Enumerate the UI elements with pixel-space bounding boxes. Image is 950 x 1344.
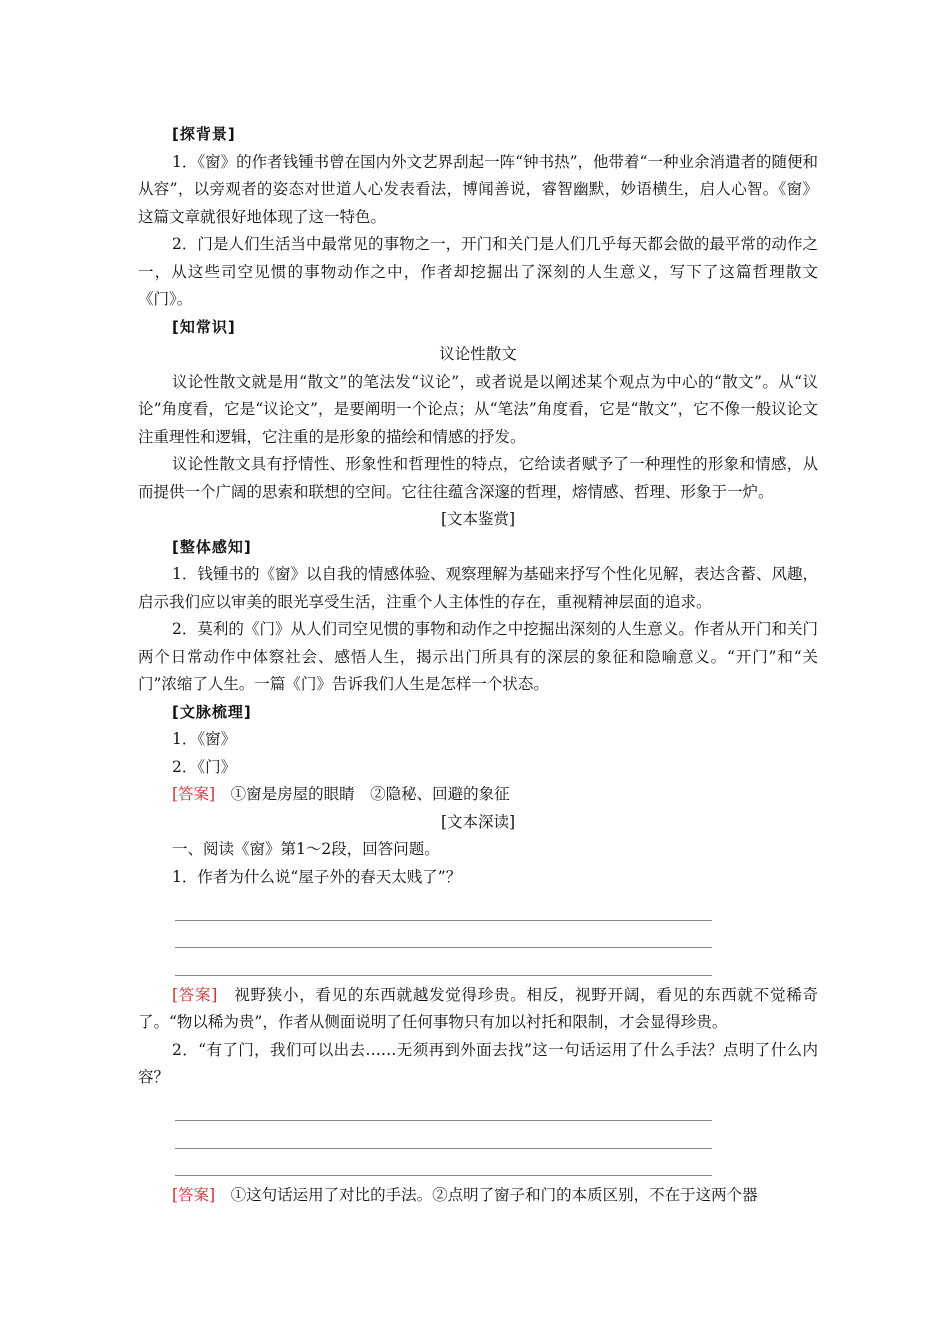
answer-1 [138,982,818,1037]
structure-item-1: 1．《窗》 [172,730,237,748]
background-paragraph-1: 1．《窗》的作者钱锺书曾在国内外文艺界刮起一阵“钟书热”，他带着“一种业余消遣者的随便和从容”，以旁观者的姿态对世道人心发表看法，博闻善说，睿智幽默，妙语横生，启人心智。《窗》这篇文章就很好地体现了这一特色。 [138,152,818,226]
answer-tag: [答案] [172,985,218,1004]
structure-item-2: 2．《门》 [172,757,237,776]
reading-intro: 一、阅读《窗》第1～2段，回答问题。 [172,840,440,858]
answer-tag: [答案] [172,1186,216,1204]
document-content [138,121,818,1210]
answer-line [175,948,712,976]
answer-line [175,1149,712,1177]
answer-2 [138,1182,818,1210]
answer-text: 视野狭小，看见的东西就越发觉得珍贵。相反，视野开阔，看见的东西就不觉稀奇了。“物以稀为贵”，作者从侧面说明了任何事物只有加以衬托和限制，才会显得珍贵。 [138,985,818,1031]
section-heading-overall: [整体感知] [172,537,252,556]
answer-lines-1 [138,893,818,976]
part-title-deep-reading: [文本深读] [440,812,516,831]
part-title-appreciation: [文本鉴赏] [440,510,516,528]
answer-lines-2 [138,1094,818,1177]
knowledge-paragraph-1: 议论性散文就是用“散文”的笔法发“议论”，或者说是以阐述某个观点为中心的“散文”。从“议论”角度看，它是“议论文”，是要阐明一个论点；从“笔法”角度看，它是“散文”，它不像一般议论文注重理性和逻辑，它注重的是形象的描绘和情感的抒发。 [138,372,818,446]
overall-paragraph-1: 1．钱锺书的《窗》以自我的情感体验、观察理解为基础来抒写个性化见解，表达含蓄、风趣，启示我们应以审美的眼光享受生活，注重个人主体性的存在，重视精神层面的追求。 [138,565,818,611]
question-1: 1．作者为什么说“屋子外的春天太贱了”？ [172,867,462,886]
answer-line [175,893,712,921]
overall-paragraph-2: 2．莫利的《门》从人们司空见惯的事物和动作之中挖掘出深刻的人生意义。作者从开门和关门两个日常动作中体察社会、感悟人生，揭示出门所具有的深层的象征和隐喻意义。“开门”和“关门”浓缩了人生。一篇《门》告诉我们人生是怎样一个状态。 [138,620,818,693]
knowledge-title: 议论性散文 [439,345,517,363]
structure-answer [138,781,818,809]
answer-line [175,921,712,949]
answer-tag: [答案] [172,785,216,803]
answer-line [175,1094,712,1122]
answer-text: ①窗是房屋的眼睛 ②隐秘、回避的象征 [230,785,510,803]
section-heading-structure: [文脉梳理] [172,702,252,721]
answer-text: ①这句话运用了对比的手法。②点明了窗子和门的本质区别，不在于这两个器 [230,1186,758,1204]
background-paragraph-2: 2．门是人们生活当中最常见的事物之一，开门和关门是人们几乎每天都会做的最平常的动作之一，从这些司空见惯的事物动作之中，作者却挖掘出了深刻的人生意义，写下了这篇哲理散文《门》。 [138,235,818,308]
question-2: 2．“有了门，我们可以出去……无须再到外面去找”这一句话运用了什么手法？点明了什么内容？ [138,1040,818,1086]
section-heading-knowledge: [知常识] [172,317,236,336]
knowledge-paragraph-2: 议论性散文具有抒情性、形象性和哲理性的特点，它给读者赋予了一种理性的形象和情感，从而提供一个广阔的思索和联想的空间。它往往蕴含深邃的哲理，熔情感、哲理、形象于一炉。 [138,455,818,501]
section-heading-background: [探背景] [172,125,236,143]
answer-line [175,1121,712,1149]
